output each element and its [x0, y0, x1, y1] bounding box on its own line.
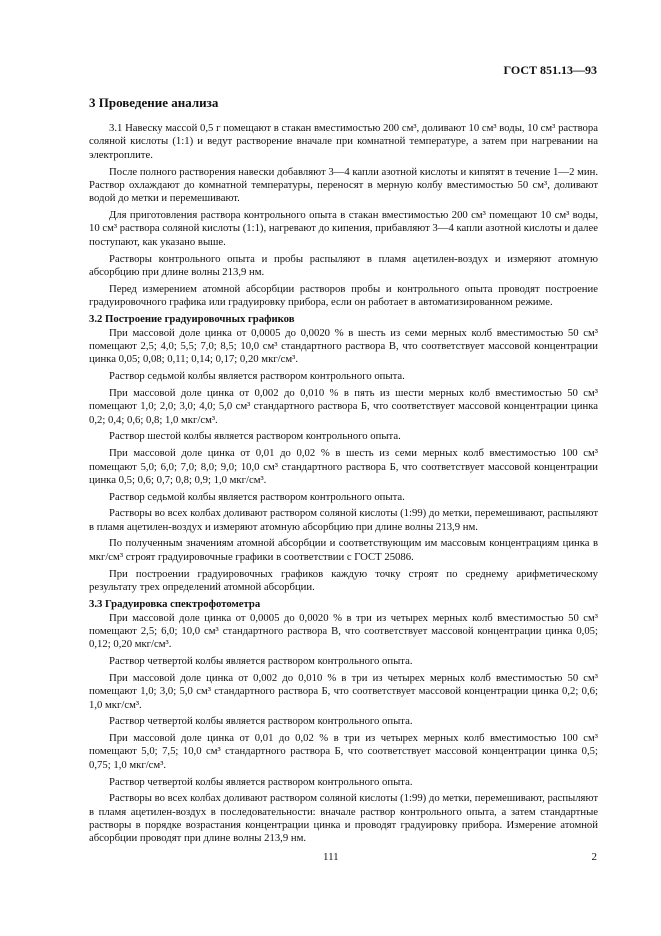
- paragraph: Растворы контрольного опыта и пробы распыляют в пламя ацетилен-воздух и измеряют атомную абсорбцию при длине волны 213,9 нм.: [89, 252, 598, 278]
- paragraph: Растворы во всех колбах доливают раствором соляной кислоты (1:99) до метки, перемешивают, распыляют в пламя ацетилен-воздух и измеряют атомную абсорбцию при длине волны 213,9 нм.: [89, 507, 598, 533]
- subsection-title: 3.3 Градуировка спектрофотометра: [89, 597, 261, 610]
- paragraph: Раствор четвертой колбы является раствором контрольного опыта.: [109, 655, 413, 668]
- paragraph: При массовой доле цинка от 0,002 до 0,010 % в три из четырех мерных колб вместимостью 50 см³ помещают 1,0; 3,0; 5,0 см³ стандартного раствора Б, что соответствует массовой концентрации цинка 0,2; 0,6; 1,0 мкг/см³.: [89, 671, 598, 711]
- standard-header: ГОСТ 851.13—93: [503, 63, 597, 77]
- paragraph: Раствор седьмой колбы является раствором контрольного опыта.: [109, 490, 405, 503]
- sheet-number: 2: [591, 851, 597, 863]
- paragraph: 3.1 Навеску массой 0,5 г помещают в стакан вместимостью 200 см³, доливают 10 см³ воды, 10 см³ раствора соляной кислоты (1:1) и ведут растворение вначале при комнатной температуре, а затем при нагревании на электроплите.: [89, 122, 598, 161]
- document-body: [89, 95, 598, 849]
- paragraph: При массовой доле цинка от 0,0005 до 0,0020 % в три из четырех мерных колб вместимостью 50 см³ помещают 2,5; 6,0; 10,0 см³ стандартного раствора В, что соответствует массовой концентрации цинка 0,05; 0,12; 0,20 мкг/см³.: [89, 611, 598, 651]
- paragraph: Перед измерением атомной абсорбции растворов пробы и контрольного опыта проводят построение градуировочного графика или градуировку прибора, если он работает в автоматизированном режиме.: [89, 282, 598, 309]
- paragraph: Раствор шестой колбы является раствором контрольного опыта.: [109, 430, 401, 443]
- paragraph: Растворы во всех колбах доливают раствором соляной кислоты (1:99) до метки, перемешивают, распыляют в пламя ацетилен-воздух в последовательности: вначале раствор контрольного опыта, а затем стандартные растворы в порядке возрастания концентрации цинка и проводят градуировку прибора. Измерение атомной абсорбции проводят при длине волны 213,9 нм.: [89, 792, 598, 845]
- paragraph: Для приготовления раствора контрольного опыта в стакан вместимостью 200 см³ помещают 10 см³ воды, 10 см³ раствора соляной кислоты (1:1), нагревают до кипения, прибавляют 3—4 капли азотной кислоты и далее поступают, как указано выше.: [89, 209, 598, 248]
- section-title: 3 Проведение анализа: [89, 95, 219, 110]
- paragraph: После полного растворения навески добавляют 3—4 капли азотной кислоты и кипятят в течение 1—2 мин. Раствор охлаждают до комнатной температуры, переносят в мерную колбу вместимостью 50 см³, доливают водой до метки и перемешивают.: [89, 165, 598, 205]
- page-number: 111: [323, 851, 339, 863]
- paragraph: По полученным значениям атомной абсорбции и соответствующим им массовым концентрациям цинка в мкг/см³ строят градуировочные графики в соответствии с ГОСТ 25086.: [89, 537, 598, 563]
- paragraph: При построении градуировочных графиков каждую точку строят по среднему арифметическому результату трех определений атомной абсорбции.: [89, 567, 598, 593]
- paragraph: При массовой доле цинка от 0,002 до 0,010 % в пять из шести мерных колб вместимостью 50 см³ помещают 1,0; 2,0; 3,0; 4,0; 5,0 см³ стандартного раствора Б, что соответствует массовой концентрации цинка 0,2; 0,4; 0,6; 0,8; 1,0 мкг/см³.: [89, 386, 598, 426]
- paragraph: Раствор четвертой колбы является раствором контрольного опыта.: [109, 715, 413, 728]
- paragraph: При массовой доле цинка от 0,01 до 0,02 % в шесть из семи мерных колб вместимостью 100 см³ помещают 5,0; 6,0; 7,0; 8,0; 9,0; 10,0 см³ стандартного раствора Б, что соответствует массовой концентрации цинка 0,5; 0,6; 0,7; 0,8; 0,9; 1,0 мкг/см³.: [89, 447, 598, 486]
- paragraph: Раствор четвертой колбы является раствором контрольного опыта.: [109, 775, 413, 788]
- paragraph: Раствор седьмой колбы является раствором контрольного опыта.: [109, 370, 405, 383]
- subsection-title: 3.2 Построение градуировочных графиков: [89, 312, 295, 325]
- paragraph: При массовой доле цинка от 0,0005 до 0,0020 % в шесть из семи мерных колб вместимостью 50 см³ помещают 2,5; 4,0; 5,5; 7,0; 8,5; 10,0 см³ стандартного раствора В, что соответствует массовой концентрации цинка 0,05; 0,08; 0,11; 0,14; 0,17; 0,20 мкг/см³.: [89, 326, 598, 366]
- paragraph: При массовой доле цинка от 0,01 до 0,02 % в три из четырех мерных колб вместимостью 100 см³ помещают 5,0; 7,5; 10,0 см³ стандартного раствора Б, что соответствует массовой концентрации цинка 0,5; 0,75; 1,0 мкг/см³.: [89, 732, 598, 771]
